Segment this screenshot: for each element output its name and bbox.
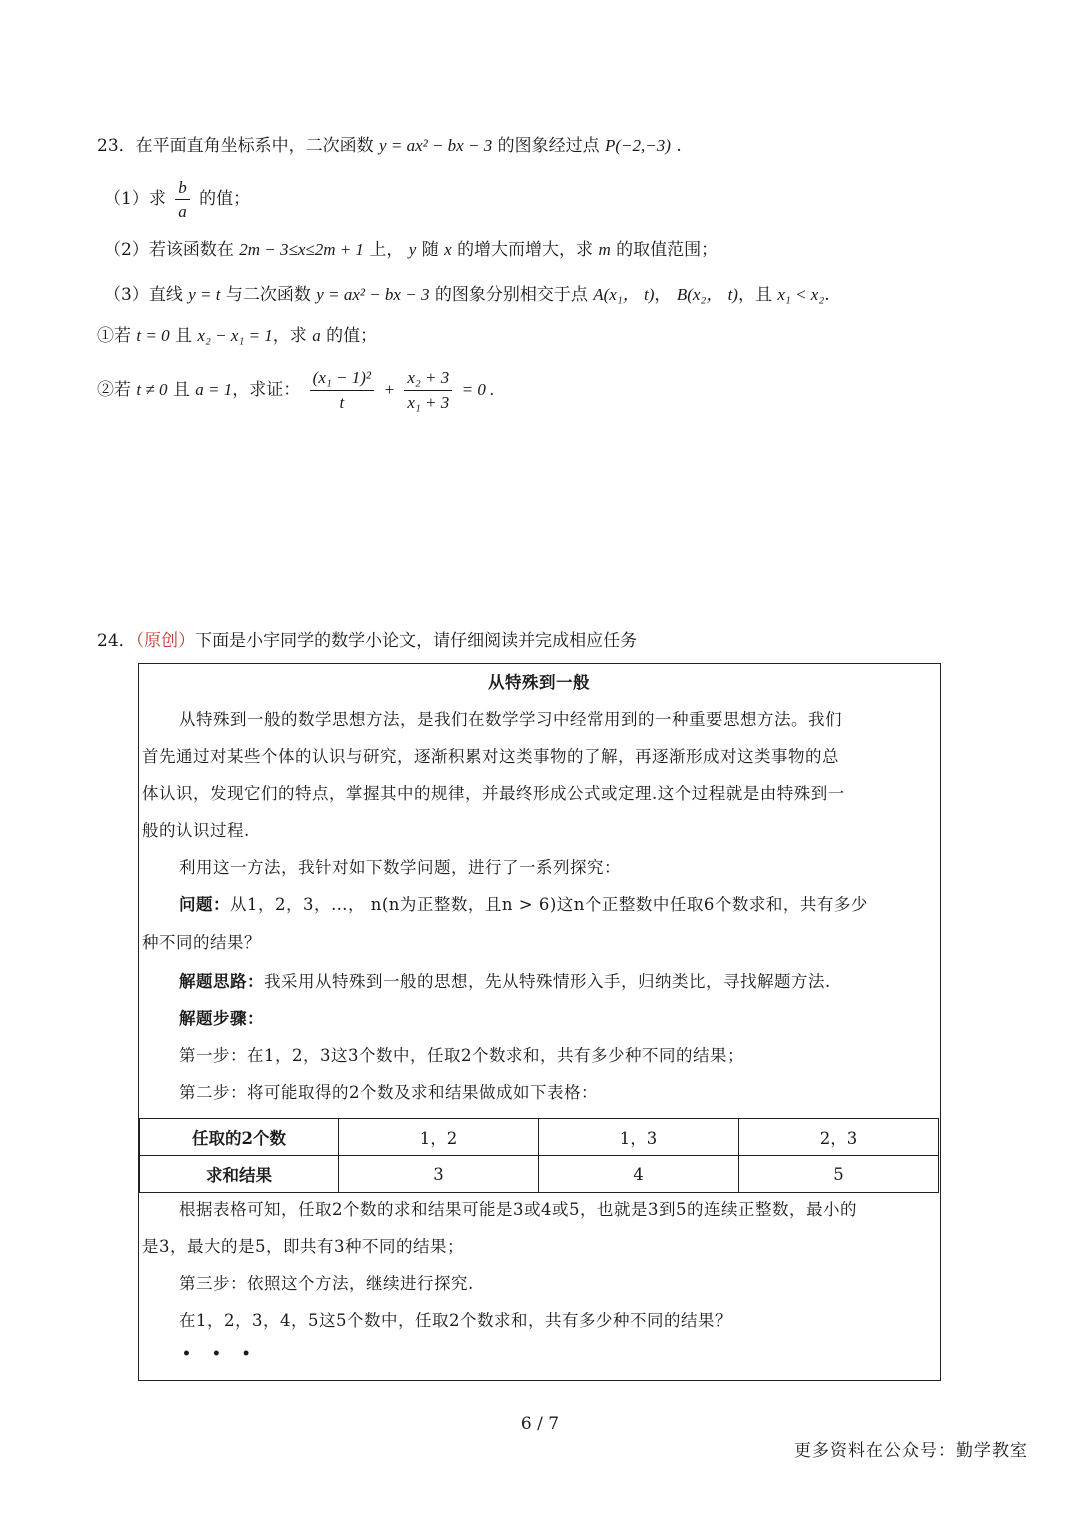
part2-range: 2m − 3≤x≤2m + 1 [239,240,364,259]
sub1-label: ①若 [97,326,131,346]
watermark-text: 更多资料在公众号：勤学教室 [794,1441,1028,1461]
step-2: 第二步：将可能取得的2个数及求和结果做成如下表格： [179,1083,598,1102]
condition: a = 1 [195,380,233,399]
essay-paragraph-line: 利用这一方法，我针对如下数学问题，进行了一系列探究： [179,858,621,877]
condition: x₂ − x₁ = 1 [197,326,273,345]
table-cell: 1，2 [339,1119,539,1156]
sum-table [139,1118,939,1193]
essay-paragraph-line: 从特殊到一般的数学思想方法，是我们在数学学习中经常用到的一种重要思想方法。我们 [179,710,842,729]
essay-paragraph-line: 般的认识过程. [142,821,250,840]
sub1-text: 且 [175,326,193,346]
fraction-b-over-a [175,178,190,221]
question-24-stem [97,631,637,651]
sub2-text: 且 [172,380,190,400]
idea-label: 解题思路： [179,972,264,991]
step-3: 第三步：依照这个方法，继续进行探究. [179,1274,474,1293]
ellipsis-dots: • • • [182,1346,259,1362]
essay-paragraph-line: 体认识，发现它们的特点，掌握其中的规律，并最终形成公式或定理.这个过程就是由特殊到一 [142,784,845,803]
q23-sub2 [97,364,494,416]
part1-label: （1）求 [104,189,166,209]
after-table-line: 根据表格可知，任取2个数的求和结果可能是3或4或5，也就是3到5的连续正整数，最小的 [179,1200,857,1219]
after-table-line: 是3，最大的是5，即共有3种不同的结果； [142,1237,464,1256]
problem-text: 从1，2，3，…， n(n为正整数，且n > 6)这n个正整数中任取6个数求和，共有多少 [230,895,868,914]
line-equation: y = t [188,285,221,304]
sub2-text: ，求证： [232,380,301,400]
part3-text: ，且 [737,285,772,305]
problem-line-2: 种不同的结果？ [142,933,261,952]
steps-label: 解题步骤： [179,1009,264,1028]
condition: t ≠ 0 [136,380,168,399]
fraction-2 [404,368,452,413]
question-number: 24． [97,631,136,651]
problem-line [179,895,868,915]
table-cell: 4 [539,1156,739,1193]
step-3-question: 在1，2，3，4，5这5个数中，任取2个数求和，共有多少种不同的结果？ [179,1311,732,1330]
part3-text: 的图象分别相交于点 [434,285,588,305]
part3-label: （3）直线 [104,285,183,305]
original-tag: （原创） [135,631,196,651]
page-number: 6 / 7 [520,1414,560,1434]
sub1-text: ，求 [272,326,307,346]
table-row [140,1119,939,1156]
part2-text: 的增大而增大，求 [457,240,594,260]
table-cell: 1，3 [539,1119,739,1156]
fraction-numerator: b [175,178,190,200]
part1-end: 的值； [199,189,251,209]
idea-text: 我采用从特殊到一般的思想，先从特殊情形入手，归纳类比，寻找解题方法. [264,972,831,991]
q23-part2 [104,240,718,260]
part2-end: 的取值范围； [616,240,719,260]
part2-text: 上， [369,240,404,260]
step-1: 第一步：在1，2，3这3个数中，任取2个数求和，共有多少种不同的结果； [179,1046,744,1065]
question-number: 23． [97,136,136,156]
fraction-denominator: x₁ + 3 [407,393,450,412]
fraction-denominator: a [178,202,187,221]
inequality: x₁ < x₂ [777,285,825,304]
var-a: a [312,326,321,345]
essay-title: 从特殊到一般 [488,673,590,692]
essay-box [138,663,941,1381]
q23-sub1 [97,326,377,346]
q23-intro-end: 的图象经过点 [497,136,600,156]
sub1-end: 的值； [326,326,378,346]
condition: t = 0 [136,326,170,345]
table-cell: 2，3 [739,1119,939,1156]
question-23-stem [97,136,682,156]
sub2-label: ②若 [97,380,131,400]
period: . [676,136,682,156]
fraction-1 [310,368,374,413]
fraction-numerator: (x₁ − 1)² [310,368,374,391]
period: . [824,285,830,305]
table-cell: 3 [339,1156,539,1193]
essay-paragraph-line: 首先通过对某些个体的认识与研究，逐渐积累对这类事物的了解，再逐渐形成对这类事物的总 [142,747,839,766]
point-a: A(x₁， t) [593,285,655,304]
var-y: y [408,240,417,259]
fraction-numerator: x₂ + 3 [404,368,452,391]
q23-point: P(−2,−3) [605,136,671,155]
idea-line [179,972,831,992]
q23-part1 [104,176,250,222]
q23-function: y = ax² − bx − 3 [316,285,430,304]
equals-zero: = 0 . [461,380,495,399]
var-x: x [444,240,452,259]
point-b: B(x₂， t) [676,285,738,304]
q23-intro: 在平面直角坐标系中，二次函数 [135,136,374,156]
q23-part3: （3）直线 y = t 与二次函数 y = ax² − bx − 3 的图象分别相交于点 A(x₁， t)， B(x₂， t)，且 x₁ < x₂. [104,285,830,305]
problem-label: 问题： [179,895,230,914]
part2-text: 随 [421,240,439,260]
fraction-denominator: t [339,393,345,412]
q23-function: y = ax² − bx − 3 [379,136,493,155]
table-header-cell: 求和结果 [140,1156,339,1193]
table-cell: 5 [739,1156,939,1193]
var-m: m [598,240,611,259]
part2-label: （2）若该函数在 [104,240,234,260]
table-header-cell: 任取的2个数 [140,1119,339,1156]
part3-text: 与二次函数 [225,285,311,305]
plus-sign: + [383,380,395,399]
table-row [140,1156,939,1193]
q24-intro: 下面是小宇同学的数学小论文，请仔细阅读并完成相应任务 [195,631,638,651]
